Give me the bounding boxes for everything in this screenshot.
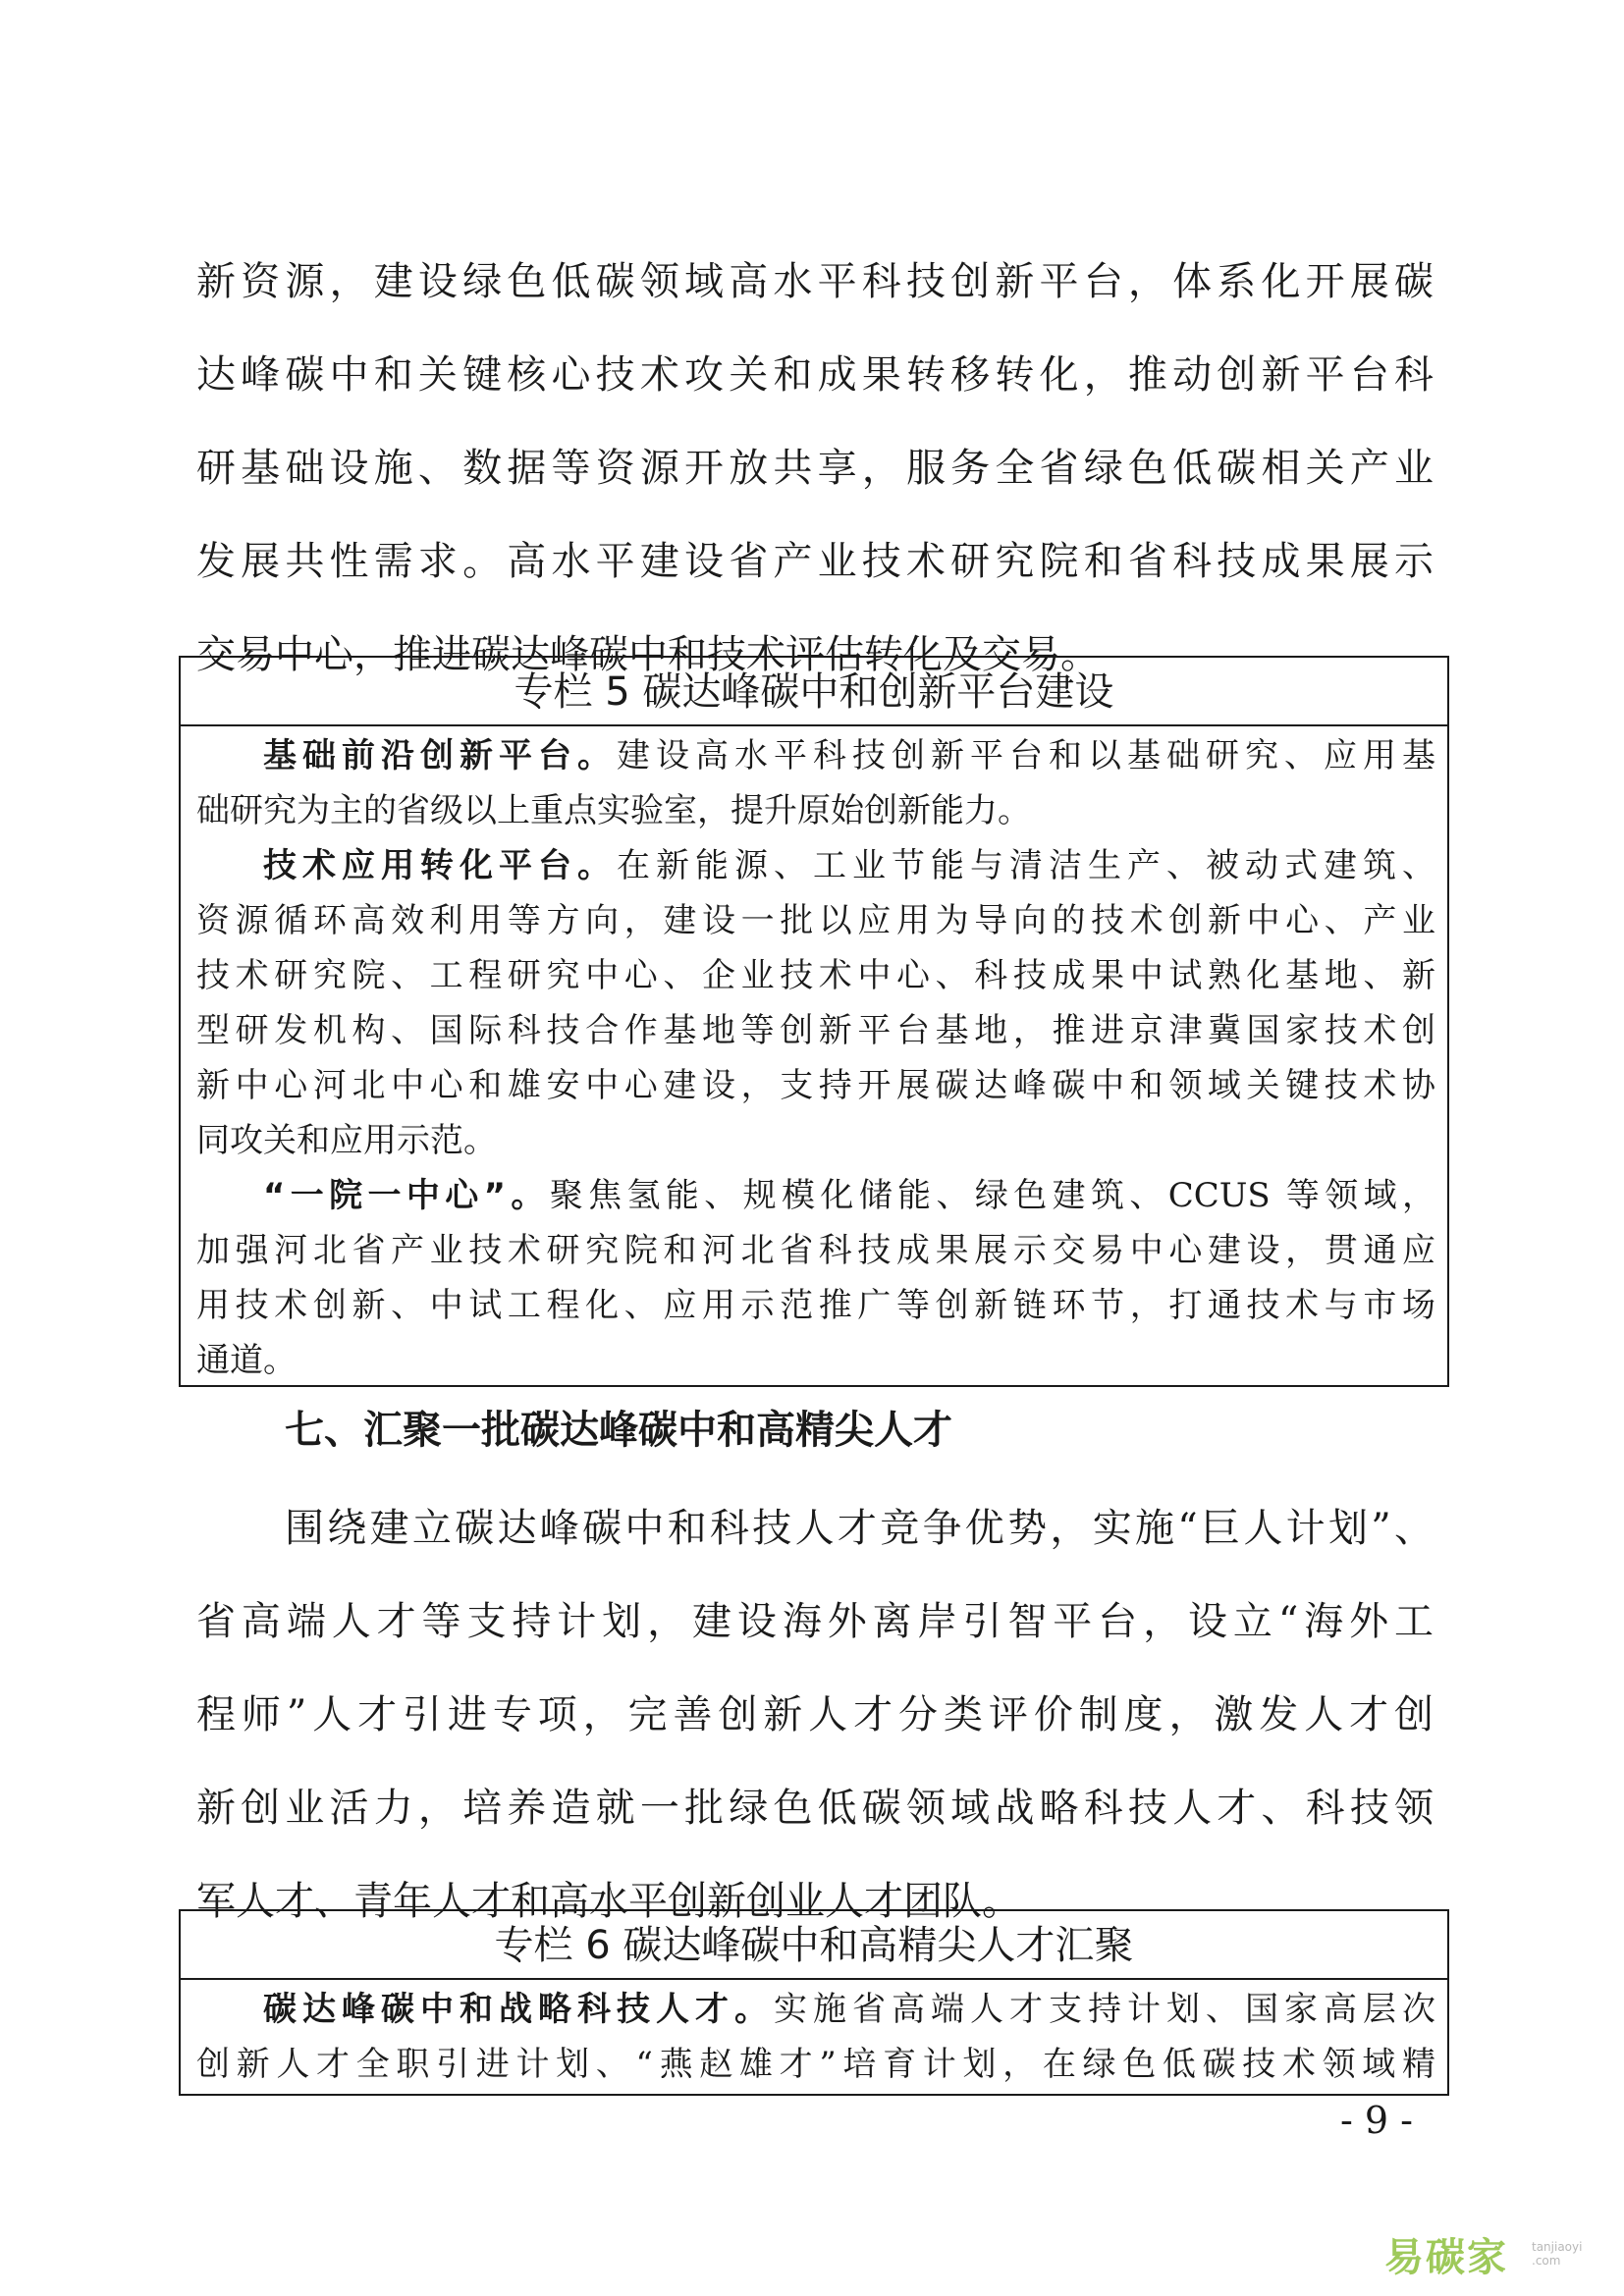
box-line: 创新人才全职引进计划、“燕赵雄才”培育计划，在绿色低碳技术领域精: [196, 2045, 1435, 2084]
paragraph-line: 程师”人才引进专项，完善创新人才分类评价制度，激发人才创: [196, 1692, 1434, 1737]
intro-line: 交易中心，推进碳达峰碳中和技术评估转化及交易。: [196, 632, 1100, 677]
section-text: 聚焦氢能、规模化储能、绿色建筑、CCUS 等领域，: [549, 1176, 1435, 1215]
section-heading: 七、汇聚一批碳达峰碳中和高精尖人才: [285, 1408, 952, 1453]
box-title: 专栏 6 碳达峰碳中和高精尖人才汇聚: [181, 1911, 1447, 1980]
paragraph-line: 军人才、青年人才和高水平创新创业人才团队。: [196, 1879, 1021, 1924]
box-line: [196, 1982, 1435, 2037]
section-text: 实施省高端人才支持计划、国家高层次: [774, 1990, 1435, 2029]
section-text: 在新能源、工业节能与清洁生产、被动式建筑、: [617, 846, 1435, 885]
watermark-logo: [1384, 2226, 1610, 2285]
paragraph-line: 新创业活力，培养造就一批绿色低碳领域战略科技人才、科技领: [196, 1786, 1434, 1831]
box-line: 技术研究院、工程研究中心、企业技术中心、科技成果中试熟化基地、新: [196, 956, 1435, 995]
box-line: [196, 728, 1435, 783]
box-line: [196, 1168, 1435, 1223]
intro-line: 发展共性需求。高水平建设省产业技术研究院和省科技成果展示: [196, 539, 1434, 584]
paragraph-line: 围绕建立碳达峰碳中和科技人才竞争优势，实施“巨人计划”、: [285, 1506, 1434, 1551]
column-box-5: [179, 656, 1449, 1387]
box-line: 型研发机构、国际科技合作基地等创新平台基地，推进京津冀国家技术创: [196, 1011, 1435, 1050]
box-line: 同攻关和应用示范。: [196, 1121, 497, 1160]
box-line: 通道。: [196, 1341, 297, 1380]
page-number: - 9 -: [1340, 2099, 1414, 2142]
watermark-subtext: tanjiaoyi .com: [1532, 2240, 1583, 2268]
section-heading: 技术应用转化平台。: [263, 846, 617, 885]
box-line: 础研究为主的省级以上重点实验室，提升原始创新能力。: [196, 791, 1031, 830]
column-box-6: [179, 1909, 1449, 2096]
section-heading: “一院一中心”。: [263, 1176, 550, 1215]
section-heading: 基础前沿创新平台。: [263, 736, 617, 775]
intro-line: 达峰碳中和关键核心技术攻关和成果转移转化，推动创新平台科: [196, 352, 1434, 398]
section-heading: 碳达峰碳中和战略科技人才。: [263, 1990, 774, 2029]
intro-line: 新资源，建设绿色低碳领域高水平科技创新平台，体系化开展碳: [196, 259, 1434, 304]
intro-line: 研基础设施、数据等资源开放共享，服务全省绿色低碳相关产业: [196, 446, 1434, 491]
box-line: 资源循环高效利用等方向，建设一批以应用为导向的技术创新中心、产业: [196, 901, 1435, 940]
paragraph-line: 省高端人才等支持计划，建设海外离岸引智平台，设立“海外工: [196, 1599, 1434, 1644]
box-line: 用技术创新、中试工程化、应用示范推广等创新链环节，打通技术与市场: [196, 1286, 1435, 1325]
box-line: [196, 838, 1435, 893]
box-line: 新中心河北中心和雄安中心建设，支持开展碳达峰碳中和领域关键技术协: [196, 1066, 1435, 1105]
box-line: 加强河北省产业技术研究院和河北省科技成果展示交易中心建设，贯通应: [196, 1231, 1435, 1270]
section-text: 建设高水平科技创新平台和以基础研究、应用基: [617, 736, 1435, 775]
watermark-text: 易碳家: [1384, 2235, 1508, 2280]
box-title: 专栏 5 碳达峰碳中和创新平台建设: [181, 658, 1447, 726]
